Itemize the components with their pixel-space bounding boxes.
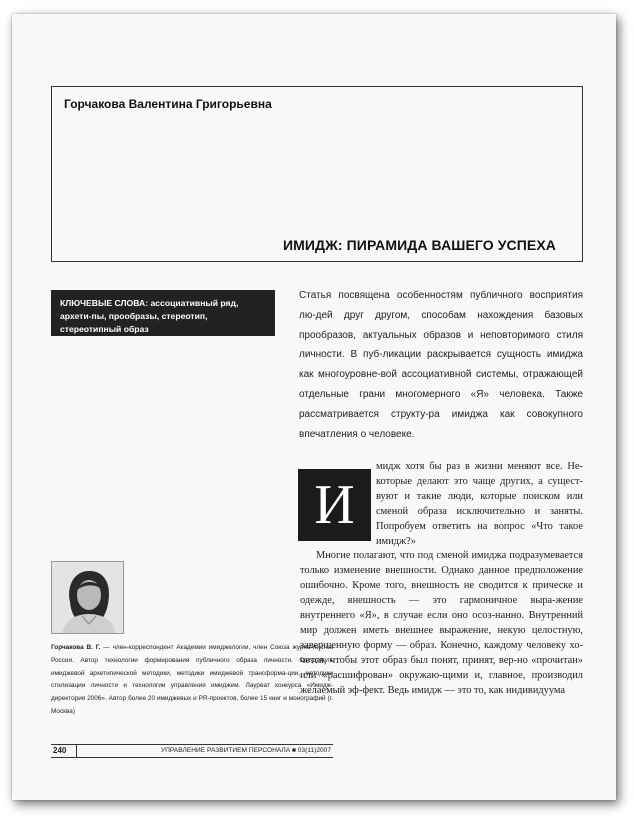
keywords-box bbox=[51, 290, 275, 336]
article-abstract: Статья посвящена особенностям публичного восприятия лю-дей друг другом, способам нахождения базовых прообразов, актуальных образов и неповторимого стиля личности. В пуб-ликации раскрывается сущность имиджа как многоуровне-вой ассоциативной системы, отражающей отдельные грани многомерного «Я» человека. Также рассматривается структу-ра имиджа как совокупного впечатления о человеке. bbox=[299, 290, 583, 440]
article-header-box bbox=[51, 86, 583, 262]
bio-text: — член-корреспондент Академии имиджелогии, член Союза журна-листов России. Автор технологии формирования публичного образа личности. Соз-датель имиджевой архетипической методики, методики имиджевой трансформа-ции, методики стилизации личности и технологии управления имиджем. Лауреат конкурса «Имидж-директория 2006». Автор более 20 имиджевых и PR-проектов, более 15 книг и монографий (г. Москва) bbox=[51, 644, 333, 715]
keywords-text: ассоциативный ряд, архети-пы, прообразы, стереотип, стереотипный образ bbox=[60, 298, 239, 334]
author-name: Горчакова Валентина Григорьевна bbox=[64, 97, 272, 111]
drop-cap: И bbox=[298, 469, 371, 541]
author-bio bbox=[51, 642, 333, 719]
article-title: ИМИДЖ: ПИРАМИДА ВАШЕГО УСПЕХА bbox=[282, 237, 556, 253]
author-photo bbox=[51, 561, 124, 634]
drop-cap-spacer bbox=[300, 460, 376, 540]
page-footer bbox=[51, 744, 333, 758]
journal-name: УПРАВЛЕНИЕ РАЗВИТИЕМ ПЕРСОНАЛА ■ 03(11)2007 bbox=[160, 747, 331, 754]
body-paragraph-2: Многие полагают, что под сменой имиджа подразумевается только изменение внешности. Однако данное предположение ошибочно. Кроме того, внешность не сводится к прическе и одежде, внешность — это гармоничное выра-жение внутреннего «Я», в случае если оно осоз-нанно. Внутренний мир должен иметь внешнее выражение, некую целостную, завершенную форму — образ. Конечно, каждому человеку хо-чется, чтобы этот образ был понят, принят, вер-но «прочитан» или «расшифрован» окружаю-щими и, главное, производил желаемый эф-фект. Ведь имидж — это то, как индивидуума bbox=[300, 550, 583, 696]
keywords-label: КЛЮЧЕВЫЕ СЛОВА: bbox=[60, 298, 149, 308]
body-paragraph-1: мидж хотя бы раз в жизни меняют все. Не-которые делают это чаще других, а сущест-вуют и такие люди, которые поиском или сменой образа исключительно и заняты. Попробуем ответить на вопрос «Что такое имидж?» bbox=[376, 461, 583, 547]
portrait-icon bbox=[52, 562, 124, 634]
article-body bbox=[300, 460, 583, 699]
bio-name: Горчакова В. Г. bbox=[51, 644, 101, 651]
page-number: 240 bbox=[51, 745, 77, 757]
